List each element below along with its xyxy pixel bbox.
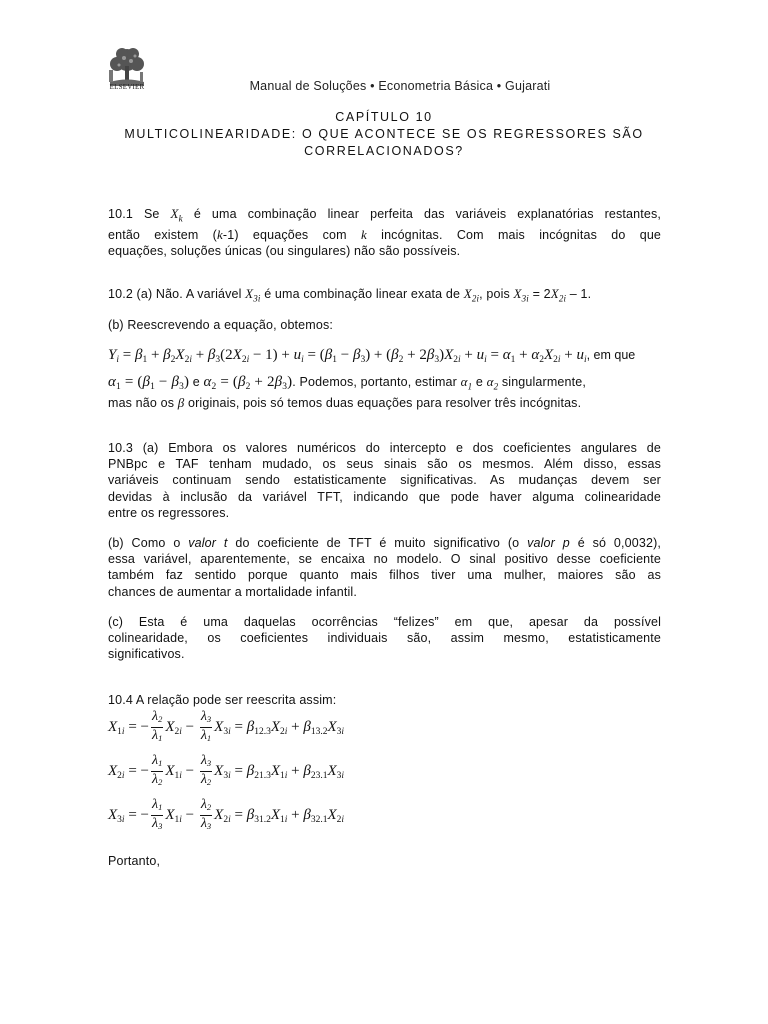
running-head: Manual de Soluções • Econometria Básica • Gujarati xyxy=(249,79,551,93)
text: é uma combinação linear exata de xyxy=(264,287,461,301)
text: também faz sentido porque quanto mais filhos tiver uma mulher, maiores são as xyxy=(108,568,661,583)
text: 10.1 Se xyxy=(108,207,160,221)
text: entre os regressores. xyxy=(108,505,230,520)
text: (b) Reescrevendo a equação, obtemos: xyxy=(108,318,333,332)
chapter-title-line-2: CORRELACIONADOS? xyxy=(304,144,464,158)
text: equações, soluções únicas (ou singulares) não são possíveis. xyxy=(108,244,461,258)
text: (b) Como o xyxy=(108,536,181,550)
text: é uma combinação linear perfeita das variáveis explanatórias restantes, xyxy=(193,207,661,221)
var-xk: $X_k$ xyxy=(170,206,183,224)
text: do coeficiente de TFT é muito significativo (o xyxy=(235,536,520,550)
text: , pois xyxy=(479,287,510,301)
text: 10.2 (a) Não. A variável xyxy=(108,287,242,301)
var-k: k xyxy=(360,226,367,242)
answer-10-3c xyxy=(108,614,661,663)
text: chances de aumentar a mortalidade infantil. xyxy=(108,584,357,599)
text: originais, pois só temos duas equações para resolver três incógnitas. xyxy=(188,396,582,411)
text: é só 0,0032), xyxy=(577,536,662,550)
text: – 1. xyxy=(569,287,592,301)
equation-10-4-x2: $X_{2i}$ = − $\frac{\lambda_1}{\lambda_2}$ $X_{1i}$ − $\frac{\lambda_3}{\lambda_2}$ $X_{3i} = \beta_{21.3}X_{1i} + \beta_{23.1}X_{3i}$ xyxy=(108,753,345,787)
text: devidas à inclusão da variável TFT, indicando que pode haver alguma colinearidade xyxy=(108,489,661,504)
text: e xyxy=(192,375,200,389)
text: , em que xyxy=(586,348,636,362)
text: e xyxy=(475,375,483,389)
answer-10-4-intro xyxy=(108,692,661,708)
text: valor p xyxy=(527,536,570,550)
text: 10.3 (a) Embora os valores numéricos do intercepto e dos coeficientes angulares de xyxy=(108,441,661,455)
text: . Podemos, portanto, estimar xyxy=(292,375,457,389)
chapter-title-line-1: MULTICOLINEARIDADE: O QUE ACONTECE SE OS REGRESSORES SÃO xyxy=(124,127,644,141)
answer-10-2b-intro xyxy=(108,317,661,333)
text: Portanto, xyxy=(108,854,161,868)
var-k: k xyxy=(217,226,223,242)
equation-10-4-x1: $X_{1i}$ = − $\frac{\lambda_2}{\lambda_1}$ $X_{2i}$ − $\frac{\lambda_3}{\lambda_1}$ $X_{3i} = \beta_{12.3}X_{2i} + \beta_{13.2}X_{3i}$ xyxy=(108,709,345,743)
chapter-number: CAPÍTULO 10 xyxy=(335,110,433,124)
text: 10.4 A relação pode ser reescrita assim: xyxy=(108,693,337,707)
text: essa variável, aparentemente, se encaixa no modelo. O sinal positivo desse coeficiente xyxy=(108,552,661,567)
text: então existem ( xyxy=(108,227,217,242)
text: (c) Esta é uma daquelas ocorrências “felizes” em que, apesar da possível xyxy=(108,615,661,629)
text: colinearidade, os coeficientes individuais são, assim mesmo, estatisticamente xyxy=(108,631,661,646)
equation-10-4-x3: $X_{3i}$ = − $\frac{\lambda_1}{\lambda_3}$ $X_{1i}$ − $\frac{\lambda_2}{\lambda_3}$ $X_{2i} = \beta_{31.2}X_{1i} + \beta_{32.1}X_{2i}$ xyxy=(108,797,345,831)
text: -1) equações com xyxy=(222,227,347,242)
publisher-logo-text: ELSEVIER xyxy=(109,83,145,91)
text: incógnitas. Com mais incógnitas do que xyxy=(381,227,662,242)
text: = 2 xyxy=(532,287,551,301)
answer-10-2a: 10.2 (a) Não. A variável $X_{3i}$ é uma combinação linear exata de $X_{2i}$, pois $X_{3i} = 2X_{2i} - 1$. xyxy=(108,286,592,304)
equation-10-2: $Y_i = \beta_1 + \beta_2X_{2i} + \beta_3(2X_{2i} - 1) + u_i = (\beta_1 - \beta_3) + (\beta_2 + 2\beta_3)X_{2i} + u_i = \alpha_1 + \alpha_2X_{2i} + u_i$, em que xyxy=(108,347,636,365)
portanto-text xyxy=(108,853,661,869)
text: singularmente, xyxy=(501,375,586,389)
text: variáveis continuam sendo estatisticamente significativas. As mudanças devem ser xyxy=(108,473,661,488)
answer-10-3b xyxy=(108,535,661,600)
text: mas não os xyxy=(108,396,175,411)
text: PNBpc e TAF tenham mudado, os seus sinais são os mesmos. Além disso, essas xyxy=(108,457,661,472)
answer-10-1 xyxy=(108,206,661,259)
answer-10-2b-text: $\alpha_1 = (\beta_1 - \beta_3)$ e $\alpha_2 = (\beta_2 + 2\beta_3)$. Podemos, portanto, estimar $\alpha_1$ e $\alpha_2$ singularmente, mas não os β originais, pois só temos duas equações para resolver três incógnitas. xyxy=(108,374,586,411)
answer-10-3a xyxy=(108,440,661,521)
text: valor t xyxy=(188,536,228,550)
text: significativos. xyxy=(108,647,185,662)
